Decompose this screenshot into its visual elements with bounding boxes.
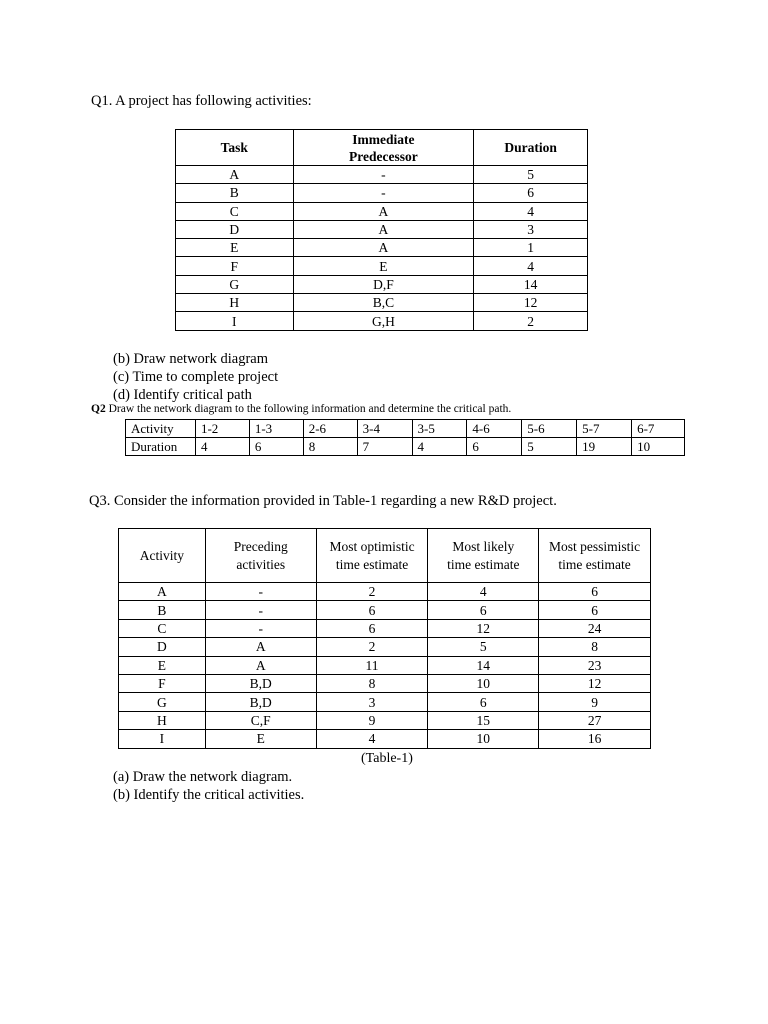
table-cell: 10 <box>632 438 685 456</box>
table-cell: 2 <box>316 583 428 601</box>
table-cell: 6 <box>539 583 651 601</box>
table-cell: 12 <box>539 674 651 692</box>
table-cell: 11 <box>316 656 428 674</box>
table-cell: C <box>176 202 294 220</box>
table-cell: 23 <box>539 656 651 674</box>
table-cell: Duration <box>126 438 196 456</box>
q2-text: Draw the network diagram to the following information and determine the critical path. <box>105 403 512 415</box>
table-cell: 1 <box>474 239 588 257</box>
table-cell: A <box>293 202 474 220</box>
table-cell: 6 <box>316 619 428 637</box>
q3-table-row <box>119 619 651 637</box>
q3-table <box>118 528 651 749</box>
table-cell: F <box>119 674 206 692</box>
table-cell: 12 <box>428 619 539 637</box>
table-cell: 2 <box>474 312 588 330</box>
table-cell: C,F <box>205 711 316 729</box>
q1-table <box>175 129 588 331</box>
table-cell: I <box>119 730 206 748</box>
q3-table-row <box>119 730 651 748</box>
table-cell: 4 <box>474 257 588 275</box>
q3-heading: Q3. Consider the information provided in Table-1 regarding a new R&D project. <box>89 493 557 509</box>
table-cell: E <box>293 257 474 275</box>
table-cell: 10 <box>428 730 539 748</box>
table-cell: 6-7 <box>632 420 685 438</box>
table-cell: D,F <box>293 275 474 293</box>
q2-table-row <box>126 420 685 438</box>
q1-part-c: (c) Time to complete project <box>113 369 279 385</box>
q1-part-d: (d) Identify critical path <box>113 387 252 403</box>
q1-table-row <box>176 202 588 220</box>
table-cell: 4 <box>316 730 428 748</box>
table-cell: B,D <box>205 674 316 692</box>
q1-table-row <box>176 294 588 312</box>
q1-table-row <box>176 275 588 293</box>
table-cell: 3-5 <box>412 420 467 438</box>
table-cell: 6 <box>316 601 428 619</box>
table-cell: 27 <box>539 711 651 729</box>
table-cell: I <box>176 312 294 330</box>
q3-table-row <box>119 638 651 656</box>
table-cell: D <box>119 638 206 656</box>
table-cell: B,D <box>205 693 316 711</box>
table-cell: 7 <box>357 438 412 456</box>
q3-table-row <box>119 601 651 619</box>
q3-header-activity: Activity <box>119 529 206 583</box>
table-cell: - <box>293 166 474 184</box>
q3-header-preceding: Preceding activities <box>205 529 316 583</box>
table-cell: 5-6 <box>522 420 577 438</box>
table-cell: 6 <box>249 438 303 456</box>
table-cell: E <box>119 656 206 674</box>
table-cell: A <box>119 583 206 601</box>
q3-part-a: (a) Draw the network diagram. <box>113 769 293 785</box>
q2-table <box>125 419 685 456</box>
q3-header-likely: Most likely time estimate <box>428 529 539 583</box>
q1-header-task: Task <box>176 130 294 166</box>
q3-table-row <box>119 674 651 692</box>
table-cell: 4 <box>412 438 467 456</box>
q1-heading: Q1. A project has following activities: <box>91 93 312 109</box>
table-cell: 14 <box>474 275 588 293</box>
table-cell: - <box>205 619 316 637</box>
table-cell: A <box>205 656 316 674</box>
table-cell: 19 <box>577 438 632 456</box>
table-cell: 6 <box>474 184 588 202</box>
q1-table-row <box>176 166 588 184</box>
table-cell: 5 <box>474 166 588 184</box>
table-cell: B <box>176 184 294 202</box>
table-cell: - <box>205 583 316 601</box>
q3-table-row <box>119 583 651 601</box>
table-cell: 5-7 <box>577 420 632 438</box>
q3-parts <box>113 768 304 804</box>
q1-table-row <box>176 220 588 238</box>
table-cell: 4 <box>195 438 249 456</box>
table-cell: 1-2 <box>195 420 249 438</box>
table-cell: - <box>205 601 316 619</box>
q3-header-optimistic: Most optimistic time estimate <box>316 529 428 583</box>
table-cell: 10 <box>428 674 539 692</box>
table-cell: 3-4 <box>357 420 412 438</box>
q3-table-row <box>119 693 651 711</box>
table-cell: 15 <box>428 711 539 729</box>
table-cell: A <box>205 638 316 656</box>
q2-heading <box>91 403 511 415</box>
table-cell: 8 <box>539 638 651 656</box>
table-cell: 6 <box>467 438 522 456</box>
table-cell: 2-6 <box>303 420 357 438</box>
q3-table-row <box>119 711 651 729</box>
q3-header-row <box>119 529 651 583</box>
table-cell: A <box>293 220 474 238</box>
q1-table-row <box>176 257 588 275</box>
table-cell: - <box>293 184 474 202</box>
table-cell: A <box>176 166 294 184</box>
table-cell: 1-3 <box>249 420 303 438</box>
table-cell: B,C <box>293 294 474 312</box>
table-cell: 14 <box>428 656 539 674</box>
q3-header-pessimistic: Most pessimistic time estimate <box>539 529 651 583</box>
q1-parts <box>113 350 278 404</box>
table-cell: D <box>176 220 294 238</box>
q1-header-row <box>176 130 588 166</box>
table-cell: 6 <box>428 601 539 619</box>
table-cell: E <box>176 239 294 257</box>
table-cell: 3 <box>316 693 428 711</box>
table-cell: 12 <box>474 294 588 312</box>
q1-table-row <box>176 239 588 257</box>
q2-table-row <box>126 438 685 456</box>
table-cell: H <box>176 294 294 312</box>
table-cell: 24 <box>539 619 651 637</box>
table-cell: A <box>293 239 474 257</box>
table-cell: G <box>119 693 206 711</box>
q1-table-row <box>176 184 588 202</box>
table-cell: 9 <box>316 711 428 729</box>
q3-table-caption: (Table-1) <box>361 751 413 766</box>
q1-header-predecessor: Immediate Predecessor <box>293 130 474 166</box>
table-cell: 8 <box>303 438 357 456</box>
q1-header-duration: Duration <box>474 130 588 166</box>
table-cell: G,H <box>293 312 474 330</box>
table-cell: 4 <box>428 583 539 601</box>
q3-table-row <box>119 656 651 674</box>
table-cell: Activity <box>126 420 196 438</box>
q3-part-b: (b) Identify the critical activities. <box>113 787 305 803</box>
table-cell: 3 <box>474 220 588 238</box>
table-cell: 16 <box>539 730 651 748</box>
table-cell: C <box>119 619 206 637</box>
q2-label: Q2 <box>91 403 106 415</box>
table-cell: G <box>176 275 294 293</box>
table-cell: 6 <box>428 693 539 711</box>
table-cell: E <box>205 730 316 748</box>
table-cell: B <box>119 601 206 619</box>
table-cell: H <box>119 711 206 729</box>
q1-part-b: (b) Draw network diagram <box>113 351 269 367</box>
table-cell: F <box>176 257 294 275</box>
table-cell: 8 <box>316 674 428 692</box>
table-cell: 6 <box>539 601 651 619</box>
table-cell: 5 <box>428 638 539 656</box>
table-cell: 4 <box>474 202 588 220</box>
q1-table-row <box>176 312 588 330</box>
table-cell: 9 <box>539 693 651 711</box>
table-cell: 5 <box>522 438 577 456</box>
table-cell: 2 <box>316 638 428 656</box>
table-cell: 4-6 <box>467 420 522 438</box>
